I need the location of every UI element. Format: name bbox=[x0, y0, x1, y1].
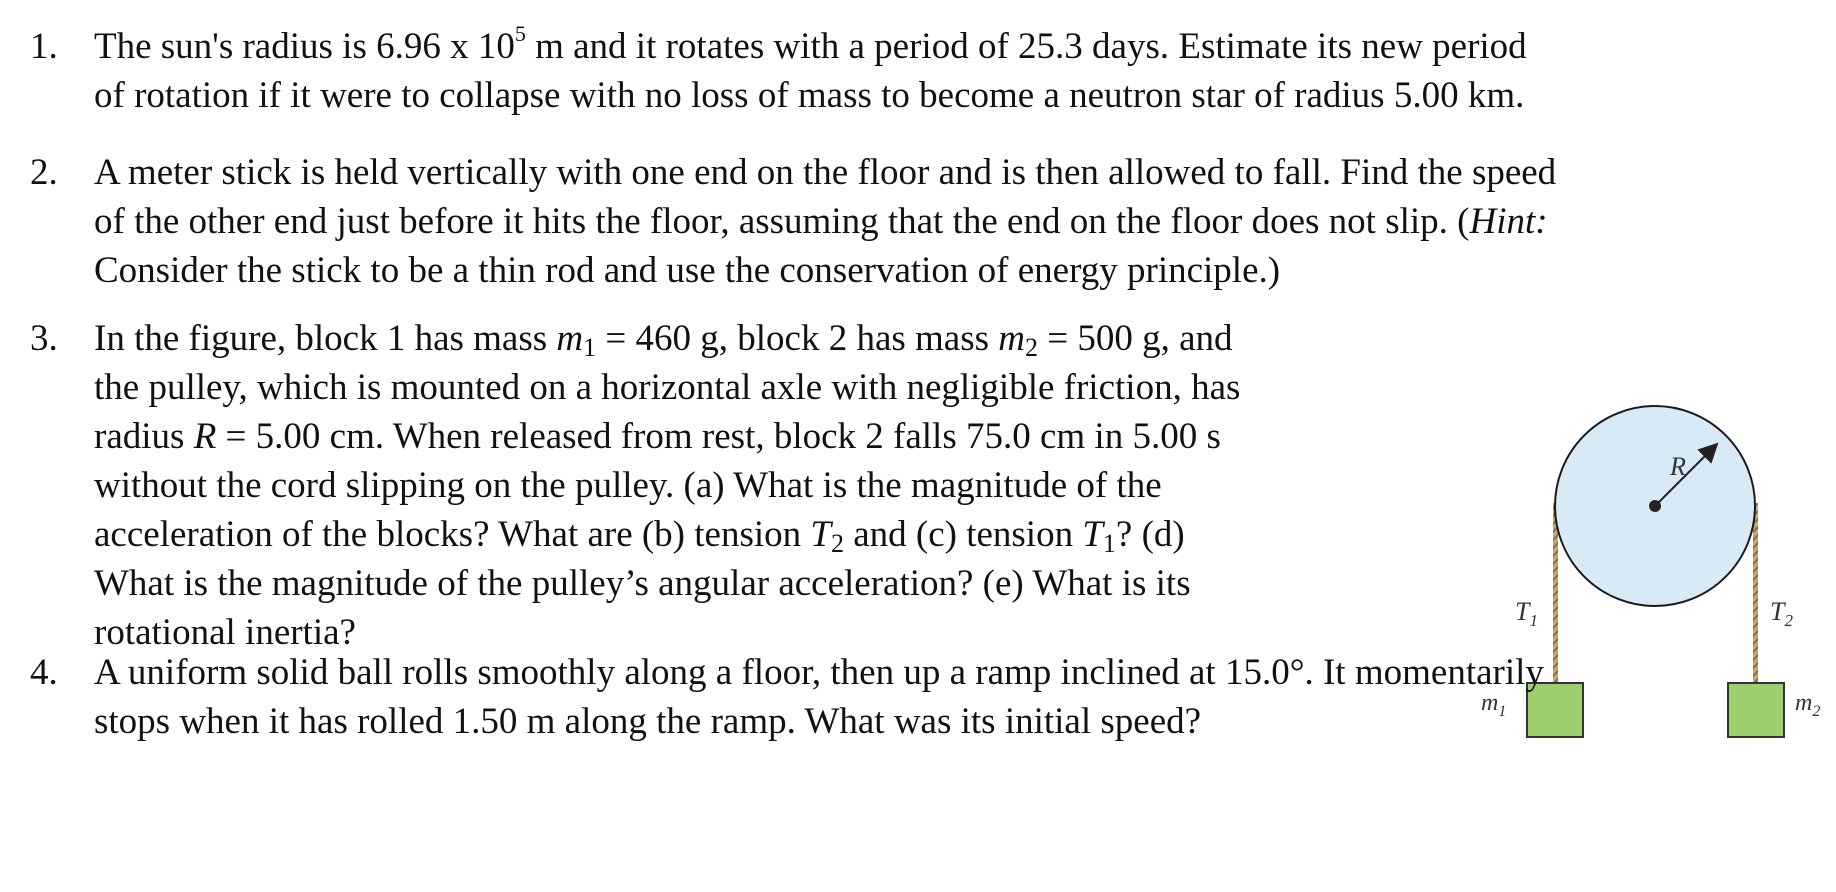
problem-number: 1. bbox=[30, 26, 58, 67]
problem-text bbox=[94, 22, 1527, 120]
problem-text bbox=[94, 314, 1240, 657]
mass-right-label: $m_2$ bbox=[1795, 690, 1821, 720]
problem-text bbox=[94, 148, 1556, 295]
mass-left-label: $m_1$ bbox=[1481, 690, 1507, 720]
radius-label: R bbox=[1670, 452, 1686, 481]
tension-left-label: $T_1$ bbox=[1515, 597, 1538, 630]
problem-number: 4. bbox=[30, 652, 58, 693]
text-line: radius R = 5.00 cm. When released from rest, block 2 falls 75.0 cm in 5.00 s bbox=[94, 416, 1221, 457]
problem-number: 3. bbox=[30, 318, 58, 359]
text-line: What is the magnitude of the pulley’s angular acceleration? (e) What is its bbox=[94, 563, 1191, 604]
tension-right-label: $T_2$ bbox=[1770, 597, 1793, 630]
text-line: The sun's radius is 6.96 x $10^5$ m and it rotates with a period of 25.3 days. Estimate its new period bbox=[94, 20, 1527, 67]
text-line: acceleration of the blocks? What are (b) tension $T_2$ and (c) tension $T_1$? (d) bbox=[94, 514, 1185, 558]
text-line: In the figure, block 1 has mass $m_1 = 460$ g, block 2 has mass $m_2 = 500$ g, and bbox=[94, 318, 1233, 362]
right-cord bbox=[1753, 503, 1758, 685]
problem-text bbox=[94, 648, 1544, 746]
text-line: the pulley, which is mounted on a horizontal axle with negligible friction, has bbox=[94, 367, 1241, 408]
problem-number: 2. bbox=[30, 152, 58, 193]
text-line: rotational inertia? bbox=[94, 612, 356, 653]
text-line: stops when it has rolled 1.50 m along the ramp. What was its initial speed? bbox=[94, 701, 1202, 742]
block-2 bbox=[1728, 683, 1784, 737]
text-line: of rotation if it were to collapse with no loss of mass to become a neutron star of radius 5.00 km. bbox=[94, 75, 1525, 116]
text-line: without the cord slipping on the pulley. (a) What is the magnitude of the bbox=[94, 465, 1162, 506]
text-line: of the other end just before it hits the floor, assuming that the end on the floor does not slip. (Hint: bbox=[94, 201, 1548, 242]
text-line: Consider the stick to be a thin rod and use the conservation of energy principle.) bbox=[94, 250, 1281, 291]
text-line: A meter stick is held vertically with one end on the floor and is then allowed to fall. Find the speed bbox=[94, 152, 1557, 193]
text-line: A uniform solid ball rolls smoothly along a floor, then up a ramp inclined at 15.0°. It momentarily bbox=[94, 652, 1544, 693]
